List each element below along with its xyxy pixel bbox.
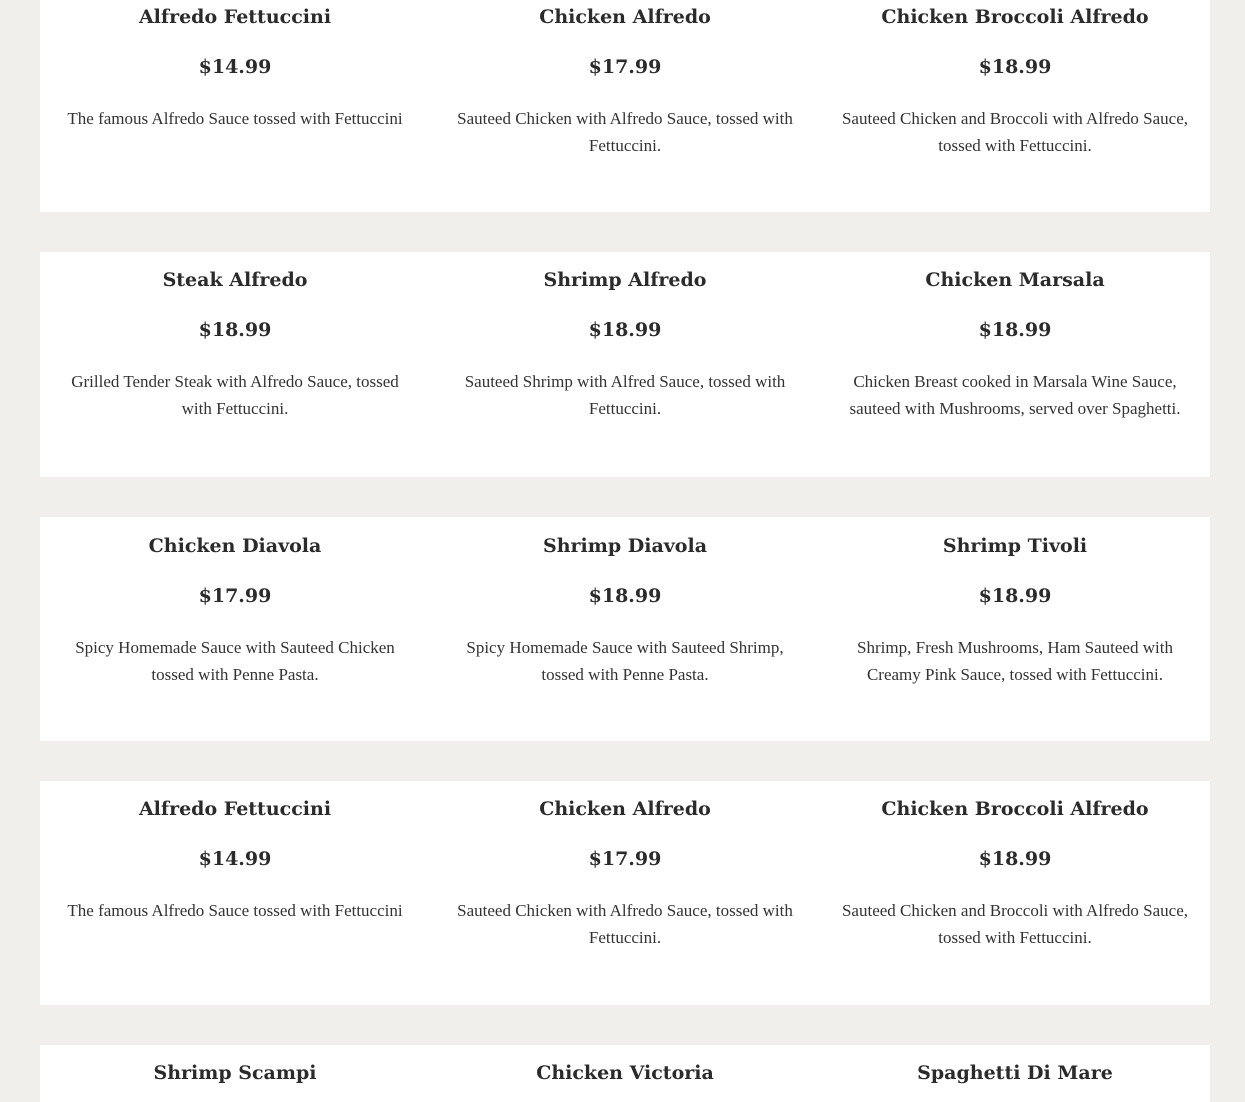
item-name: Shrimp Tivoli [942,535,1088,557]
item-price: $18.99 [978,319,1052,341]
item-name: Alfredo Fettuccini [138,6,332,28]
item-price: $18.99 [978,56,1052,78]
item-price: $14.99 [198,56,272,78]
item-price: $17.99 [198,585,272,607]
item-price: $18.99 [198,319,272,341]
menu-row [40,781,1210,1005]
item-name: Steak Alfredo [162,269,308,291]
item-description: Sauteed Shrimp with Alfred Sauce, tossed with Fettuccini. [464,372,786,418]
item-price: $17.99 [588,56,662,78]
item-name: Chicken Diavola [148,535,322,557]
item-description: Sauteed Chicken with Alfredo Sauce, tossed with Fettuccini. [457,109,793,155]
item-description: Chicken Breast cooked in Marsala Wine Sauce, sauteed with Mushrooms, served over Spaghetti. [849,372,1181,418]
item-name: Shrimp Alfredo [543,269,707,291]
item-description: The famous Alfredo Sauce tossed with Fettuccini [67,109,403,128]
item-name: Chicken Broccoli Alfredo [881,6,1149,28]
item-price: $18.99 [588,319,662,341]
item-description: Sauteed Chicken and Broccoli with Alfredo Sauce, tossed with Fettuccini. [841,109,1189,155]
item-name: Spaghetti Di Mare [917,1062,1113,1084]
menu-row [40,1045,1210,1102]
menu-row [40,0,1210,212]
item-description: The famous Alfredo Sauce tossed with Fettuccini [67,901,403,920]
menu-item-shrimp-diavola [430,534,820,741]
item-name: Shrimp Scampi [153,1062,317,1084]
menu-item-steak-alfredo [40,268,430,477]
item-description: Sauteed Chicken and Broccoli with Alfredo Sauce, tossed with Fettuccini. [841,901,1189,947]
menu-item-shrimp-scampi [40,1061,430,1102]
menu-item-alfredo-fettuccini [40,5,430,212]
item-description: Shrimp, Fresh Mushrooms, Ham Sauteed with Creamy Pink Sauce, tossed with Fettuccini. [857,638,1173,684]
item-name: Shrimp Diavola [542,535,707,557]
menu-item-chicken-broccoli-alfredo [820,5,1210,212]
item-name: Chicken Alfredo [539,798,711,820]
item-name: Alfredo Fettuccini [138,798,332,820]
item-price: $17.99 [588,848,662,870]
item-name: Chicken Victoria [536,1062,714,1084]
menu-grid [40,0,1210,1102]
menu-item-chicken-broccoli-alfredo [820,797,1210,1005]
menu-item-spaghetti-di-mare [820,1061,1210,1102]
menu-item-chicken-diavola [40,534,430,741]
item-price: $14.99 [198,848,272,870]
menu-item-alfredo-fettuccini [40,797,430,1005]
item-price: $18.99 [978,585,1052,607]
menu-item-chicken-alfredo [430,5,820,212]
item-price: $18.99 [588,585,662,607]
menu-item-chicken-marsala [820,268,1210,477]
menu-item-chicken-victoria [430,1061,820,1102]
menu-item-shrimp-tivoli [820,534,1210,741]
menu-item-chicken-alfredo [430,797,820,1005]
item-name: Chicken Marsala [925,269,1105,291]
item-description: Grilled Tender Steak with Alfredo Sauce, tossed with Fettuccini. [71,372,399,418]
menu-item-shrimp-alfredo [430,268,820,477]
menu-row [40,252,1210,477]
item-description: Spicy Homemade Sauce with Sauteed Shrimp, tossed with Penne Pasta. [466,638,784,684]
item-name: Chicken Broccoli Alfredo [881,798,1149,820]
item-description: Spicy Homemade Sauce with Sauteed Chicken tossed with Penne Pasta. [75,638,395,684]
item-description: Sauteed Chicken with Alfredo Sauce, tossed with Fettuccini. [457,901,793,947]
item-name: Chicken Alfredo [539,6,711,28]
item-price: $18.99 [978,848,1052,870]
menu-row [40,517,1210,741]
